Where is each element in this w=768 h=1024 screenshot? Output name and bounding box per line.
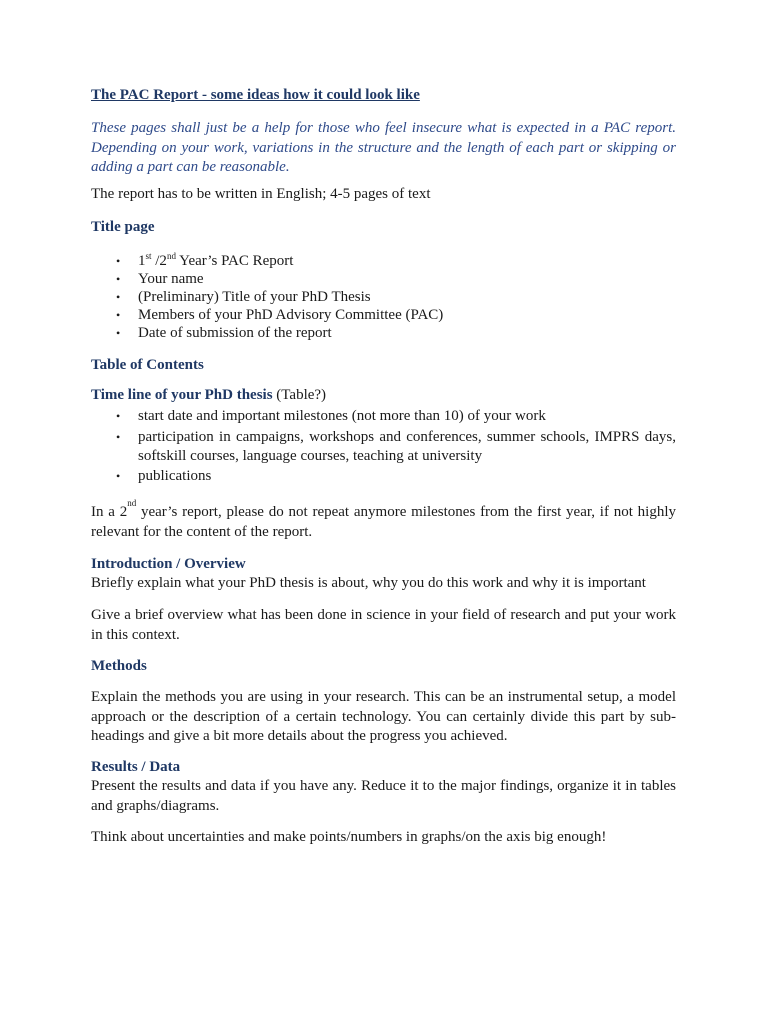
introduction-paragraph-2: Give a brief overview what has been done in science in your field of research and put your work in this context. (91, 607, 676, 643)
list-item: • 1st /2nd Year’s PAC Report (116, 251, 294, 269)
timeline-heading: Time line of your PhD thesis (Table?) (91, 387, 327, 403)
bullet-icon: • (116, 254, 121, 268)
toc-heading: Table of Contents (91, 357, 204, 373)
methods-heading: Methods (91, 658, 147, 674)
bullet-icon: • (116, 290, 121, 304)
list-item: • (Preliminary) Title of your PhD Thesis (116, 289, 371, 305)
list-item: • Your name (116, 271, 204, 287)
bullet-icon: • (116, 308, 121, 322)
timeline-list (116, 407, 676, 486)
second-year-note: In a 2nd year’s report, please do not repeat anymore milestones from the first year, if not highly relevant for the content of the report. (91, 498, 676, 540)
bullet-icon: • (116, 272, 121, 286)
document-title: The PAC Report - some ideas how it could look like (91, 87, 420, 103)
bullet-icon: • (116, 409, 121, 423)
list-item: • Members of your PhD Advisory Committee (PAC) (116, 307, 444, 323)
introduction-paragraph-1: Briefly explain what your PhD thesis is about, why you do this work and why it is important (91, 575, 646, 591)
bullet-icon: • (116, 468, 121, 483)
bullet-icon: • (116, 429, 121, 444)
intro-note: These pages shall just be a help for those who feel insecure what is expected in a PAC report. Depending on your work, variations in the structure and the length of each part or skipping or adding a part can be reasonable. (91, 120, 676, 175)
list-item: • Date of submission of the report (116, 325, 332, 341)
title-page-list (116, 251, 678, 342)
language-note: The report has to be written in English; 4-5 pages of text (91, 186, 431, 202)
bullet-icon: • (116, 326, 121, 340)
results-paragraph-1: Present the results and data if you have any. Reduce it to the major findings, organize it in tables and graphs/diagrams. (91, 778, 676, 814)
list-item: • start date and important milestones (not more than 10) of your work (138, 407, 676, 427)
list-item: • publications (138, 467, 676, 487)
methods-paragraph: Explain the methods you are using in your research. This can be an instrumental setup, a model approach or the description of a certain technology. You can certainly divide this part by sub-headings and give a bit more details about the progress you achieved. (91, 689, 676, 744)
introduction-heading: Introduction / Overview (91, 556, 246, 572)
results-paragraph-2: Think about uncertainties and make points/numbers in graphs/on the axis big enough! (91, 829, 607, 845)
results-heading: Results / Data (91, 759, 181, 775)
list-item: • participation in campaigns, workshops and conferences, summer schools, IMPRS days, softskill courses, language courses, teaching at university (116, 428, 676, 464)
title-page-heading: Title page (91, 219, 155, 235)
